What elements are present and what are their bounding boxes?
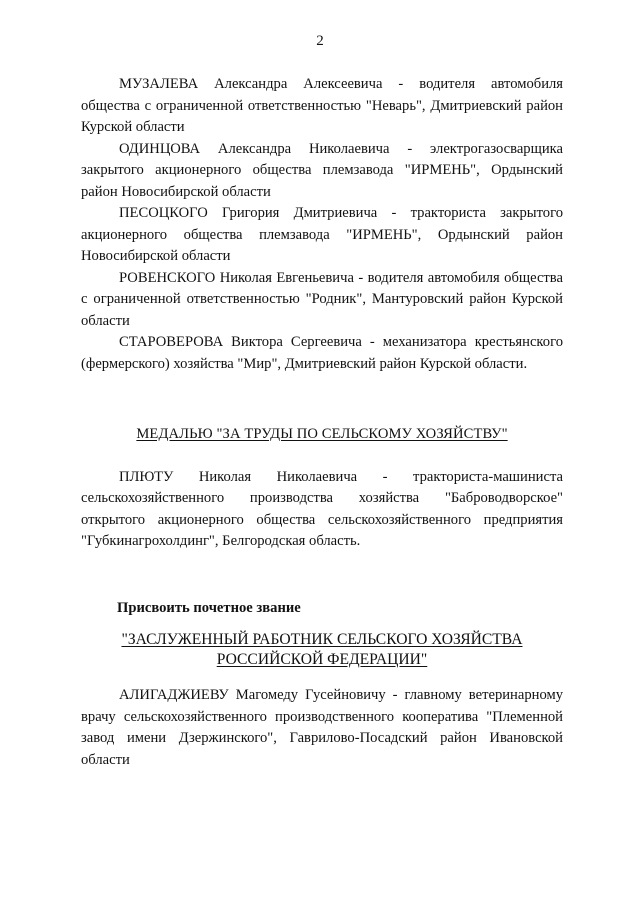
page-number: 2 [316, 33, 324, 49]
medal-heading: МЕДАЛЬЮ "ЗА ТРУДЫ ПО СЕЛЬСКОМУ ХОЗЯЙСТВУ" [136, 426, 508, 442]
list-item: ОДИНЦОВА Александра Николаевича - электрогазосварщика закрытого акционерного общества племзавода "ИРМЕНЬ", Ордынский район Новосибирской области [81, 140, 563, 200]
title-recipient-block [81, 685, 563, 771]
honorary-title-line-1: "ЗАСЛУЖЕННЫЙ РАБОТНИК СЕЛЬСКОГО ХОЗЯЙСТВА [121, 631, 523, 648]
award-list [81, 74, 563, 375]
honorary-title [81, 630, 563, 670]
list-item: СТАРОВЕРОВА Виктора Сергеевича - механизатора крестьянского (фермерского) хозяйства "Мир", Дмитриевский район Курской области. [81, 334, 563, 372]
assign-heading: Присвоить почетное звание [117, 600, 301, 616]
title-recipient: АЛИГАДЖИЕВУ Магомеду Гусейновичу - главному ветеринарному врачу сельскохозяйственного производственного кооператива "Племенной завод имени Дзержинского", Гаврилово-Посадский район Ивановской области [81, 687, 563, 768]
list-item: РОВЕНСКОГО Николая Евгеньевича - водителя автомобиля общества с ограниченной ответственностью "Родник", Мантуровский район Курской области [81, 269, 563, 329]
medal-section [81, 424, 563, 553]
list-item: ПЕСОЦКОГО Григория Дмитриевича - тракториста закрытого акционерного общества племзавода "ИРМЕНЬ", Ордынский район Новосибирской области [81, 205, 563, 264]
medal-recipient: ПЛЮТУ Николая Николаевича - тракториста-машиниста сельскохозяйственного производства хозяйства "Баброводворское" открытого акционерного общества сельскохозяйственного предприятия "Губкинагрохолдинг", Белгородская область. [81, 468, 563, 549]
list-item: МУЗАЛЕВА Александра Алексеевича - водителя автомобиля общества с ограниченной ответственностью "Неварь", Дмитриевский район Курской области [81, 76, 563, 135]
honorary-title-line-2: РОССИЙСКОЙ ФЕДЕРАЦИИ" [216, 651, 428, 668]
